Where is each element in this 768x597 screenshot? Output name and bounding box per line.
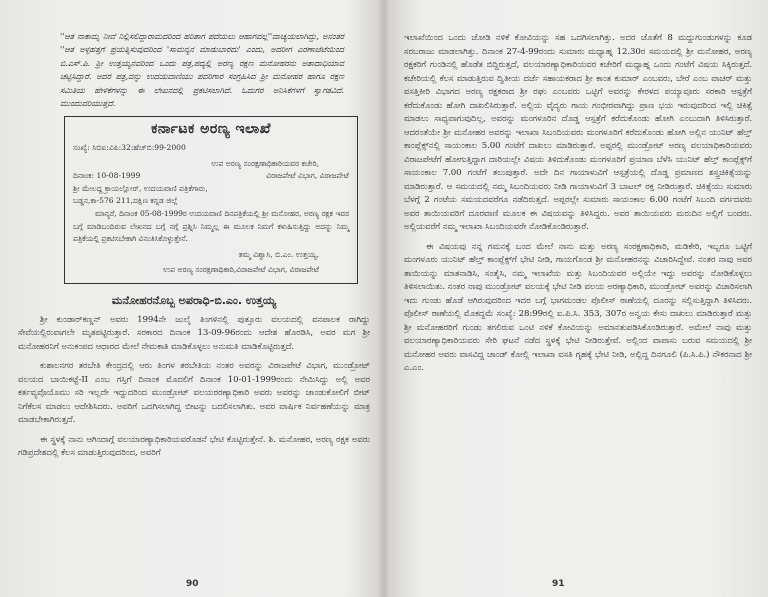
left-paragraph: ಕುಶಾಲನಗರ ತರಬೇತಿ ಕೇಂದ್ರದಲ್ಲಿ ಆರು ತಿಂಗಳ ತರಬೇತಿಯ ನಂತರ ಅವರನ್ನು ವಿರಾಜಪೇಟೆ ವಿಭಾಗ, ಮುಂಡ್ರೋಟ್ ವಲಯದ ಬಾಯಿಕಟ್ಟೆ-II ಎಂಬ ಗಸ್ತಿಗೆ ದಿನಾಂಕ ಮೊದಲಿಗೆ ದಿನಾಂಕ 10-01-1999ರಂದು ನೇಮಿಸಿದ್ದು ಅಲ್ಲಿ ಅವರ ಕರ್ತವ್ಯವೊಯೊಮು ಸರಿ ಇಲ್ಲದೇ ಇದ್ದುದರಿಂದ ಮುಂಡ್ರೋಟ್ ವಲಯರರಣ್ಯಾಧಿಕಾರಿ ಅವರು ಅವರನ್ನು ಚಾಂಡುಕೋಲಿಗೆ ಬೀಟ್ ನಿಗೆಕೆಲಸ ಮಾಡಲು ಆದೇಶಿಸಿದರು. ಅವರಿಗೆ ಒದಗಿಸಲಾಗಿದ್ದ ಬೀಟನ್ನು ಬದಲಿಸಲಾಗಿತು. ಅವರ ವಾರ್ಷಿಕ ನಿರ್ವಹಣೆಯನ್ನು ಮಾತ್ರ ಮಾಡಬೇಕಾಗಿರುತ್ತದೆ. — [18, 361, 370, 426]
page-number-right: 91 — [552, 579, 565, 589]
right-paragraph: ಈ ವಿಷಯವು ನನ್ನ ಗಮನಕ್ಕೆ ಬಂದ ಮೇಲೆ ನಾನು ಮತ್ತು ಅರಣ್ಯ ಸಂರಕ್ಷಣಾಧಿಕಾರಿ, ಮಡಿಕೇರಿ, ಇಬ್ಬರೂ ಒಟ್ಟಿಗೆ ಮಂಗಳೂರು ಯುನಿಟ್ ಹೆಲ್ತ್ ಕಾಂಪ್ಲೆಕ್ಸ್‌ಗೆ ಭೇಟಿ ನೀಡಿ, ಗಾಯಗೊಂಡ ಶ್ರೀ ಮನೋಹರನನ್ನು ವಿಚಾರಿಸಿದ್ದೇವೆ. ನಂತರ ನಾವು ಅವರ ತಾಯಿಯನ್ನು ಮಾತನಾಡಿಸಿ, ಸಂತೈಸಿ, ನಮ್ಮ ಇಲಾಖೆಯ ಮತ್ತು ಸಿಬಂದಿಯವರ ಅಲ್ಲಿಯೇ ಇದ್ದು ಅವರನ್ನು ನೋಡಿಕೊಳ್ಳಲು ತಿಳಿಸಲಾಯಿತು. ನಂತರ ನಾವು ಮುಂಡ್ರೋಟ್ ವಲಯಕ್ಕೆ ಭೇಟಿ ನೀಡಿ ವಲಯ ಅರಣ್ಯಾಧಿಕಾರಿ, ಮುಂಡ್ರೋಟ್ ಅವರನ್ನು ವಿಚಾರಿಸಲಾಗಿ ಇದು ಗುಂಡು ಹೊಡೆ ಆಗಿರುವುದರಿಂದ ಇದರ ಬಗ್ಗೆ ಭಾಗಮಂಡಲ ಪೊಲೀಸ್ ಠಾಣೆಯಲ್ಲಿ ದೂರನ್ನು ಸಲ್ಲಿಸುತ್ತಿದ್ದಾಗಿ ತಿಳಿಸಿದರು. ಪೊಲೀಸ್ ಠಾಣೆಯಲ್ಲಿ ಮೊಕದ್ದಮೆ ಸಂಖ್ಯೆ: 28:99ರಲ್ಲಿ ಐ.ಪಿ.ಸಿ. 353, 307ರ ಅನ್ವಯ ಕೇಸು ದಾಖಲು ಮಾಡಿರುತ್ತಾರೆ ಮತ್ತು ಶ್ರೀ ಮನೋಹರರಿಗೆ ಗುಂಡು ತಗಲಿರುವ ಒಂಟಿ ನಳಿಕೆ ಕೋವಿಯನ್ನು ಅಮಾನತುಪಡಿಸಿಕೊಂಡಿರುತ್ತಾರೆ. ಅಮೇಲೆ ನಾವು ಮತ್ತು ವಲಯಾರಣ್ಯಾಧಿಕಾರಿಯವರು ಸೇರಿ ಘಟನೆ ನಡೆದ ಸ್ಥಳಕ್ಕೆ ಭೇಟಿ ನೀಡಿರುತ್ತೇವೆ. ಅಲ್ಲಿಂದ ವಾಪಾಸು ಬರುವ ಸಮಯದಲ್ಲಿ ಶ್ರೀ ಮನೋಹರ ಅವರು ವಾಸವಿದ್ದ ಚಾಂಡ್ ಕೋಲ್ಲಿ ಇಲಾಖಾ ವಸತಿ ಗೃಹಕ್ಕೆ ಭೇಟಿ ನೀಡಿ, ಅಲ್ಲಿದ್ದ ದಿನಗೂಲಿ (ಪಿ.ಸಿ.ಪಿ.) ನೌಕರನಾದ ಶ್ರೀ ಎ.ಎಂ. — [404, 241, 752, 373]
notice-address: ಬಡ್ಡನ,ಕಾ-576 211,ದಕ್ಷಿಣ ಕನ್ನಡ ಜಿಲ್ಲೆ — [73, 196, 178, 206]
notice-signature-title: ಉಪ ಅರಣ್ಯ ಸಂರಕ್ಷಣಾಧಿಕಾರಿ,ವಿರಾಜಪೇಟೆ ವಿಭಾಗ, ವಿರಾಜಪೇಟೆ — [163, 265, 319, 275]
article-heading: ಮನೋಹರನೊಬ್ಬ ಅಪರಾಧಿ-ಬಿ.ಎಂ. ಉತ್ತಯ್ಯ — [111, 293, 277, 307]
notice-office: ಉಪ ಅರಣ್ಯ ಸಂರಕ್ಷಣಾಧಿಕಾರಿಯವರ ಕಚೇರಿ, — [211, 158, 319, 168]
notice-ref: ಸಂಖ್ಯೆ: ಸಿಬಿಐ:ವಿಪಿ:32:ಹೆಚ್‌ಬಿ:99-2000 — [73, 143, 186, 153]
right-page — [404, 10, 752, 590]
forest-department-notice — [64, 116, 358, 284]
notice-date-row — [73, 170, 349, 183]
page-number-left: 90 — [186, 579, 199, 589]
notice-signature: ತಮ್ಮ ವಿಶ್ವಾಸಿ, ಬಿ.ಎಂ. ಉತ್ತಯ್ಯ, — [238, 249, 319, 259]
right-paragraph: ಇಲಾಖೆಯಿಂದ ಒಂದು ಜೋಡಿ ನಳಿಕೆ ಕೋವಿಯನ್ನು ಸಹ ಒದಗಿಸಲಾಗಿತ್ತು. ಅದರ ಜೊತೆಗೆ 8 ಮದ್ದುಗುಂಡುಗಳನ್ನು ಕೂಡ ಸರಬರಾಜು ಮಾಡಲಾಗಿತ್ತು. ದಿನಾಂಕ 27-4-99ರಂದು ಸುಮಾರು ಮಧ್ಯಾಹ್ನ 12.30ರ ಸಮಯದಲ್ಲಿ ಶ್ರೀ ಮನೋಹರ, ಅರಣ್ಯ ರಕ್ಷಕರಿಗೆ ಗುಂಡಿನಲ್ಲಿ ಹೊಡೆತ ಬಿದ್ದಿರುತ್ತದೆ, ವಲಯಾರಣ್ಯಾಧಿಕಾರಿಯವರ ಕಚೇರಿಗೆ ಮಧ್ಯಾಹ್ನ ಒಂದು ಗಂಟೆಗೆ ವಿಷಯ ಸಿಕ್ಕಿರುತ್ತದೆ. ಕಚೇರಿಯಲ್ಲಿ ಕೆಲಸ ಮಾಡುತ್ತಿರುವ ದ್ವಿತೀಯ ದರ್ಜೆ ಸಹಾಯಕರಾದ ಶ್ರೀ ಕಾಂತ ಕುಮಾರ್ ಎಂಬವರು, ಬೇರೆ ಎಂಬ ವಾಚರ್ ಮತ್ತು ವಸತ್ತಿಕೀರಿ ವಿಭಾಗದ ಅರಣ್ಯ ರಕ್ಷಕರಾದ ಶ್ರೀ ರಘು ಎಂಬವರು ಒಟ್ಟಿಗೆ ಅವರನ್ನು ಕೇರಳದ ಪಯ್ಯಾವೂರು ಸರಕಾರಿ ಆಸ್ಪತ್ರೆಗೆ ಕರೆದುಕೊಂಡು ಹೋಗಿ ದಾಖಲಿಸಿರುತ್ತಾರೆ. ಅಲ್ಲಿಯ ವೈದ್ಯರು ಗಾಯ ಗಂಭೀರವಾಗಿದ್ದು ಪ್ರಾಣ ಭಯ ಇರುವುದರಿಂದ ಇಲ್ಲಿ ಚಿಕಿತ್ಸೆ ಮಾಡಲು ಸಾಧ್ಯವಾಗುವುದಿಲ್ಲ, ಅವರನ್ನು ಮಂಗಳೂರಿನ ದೊಡ್ಡ ಆಸ್ಪತ್ರೆಗೆ ಕರೆದುಕೊಂಡು ಹೋಗಿ ಎಂಬುದಾಗಿ ತಿಳಿಸಿರುತ್ತಾರೆ. ಆದರಂತೆಯೇ ಶ್ರೀ ಮನೋಹರ ಅವರನ್ನು ಇಲಾಖಾ ಸಿಬಂದಿಯವರು ಮಂಗಳೂರಿಗೆ ಕರೆದುಕೊಂಡು ಹೋಗಿ ಅಲ್ಲಿನ ಯುನಿಟ್ ಹೆಲ್ತ್ ಕಾಂಪ್ಲೆಕ್ಸ್‌ನಲ್ಲಿ ಸಾಯಂಕಾಲ 5.00 ಗಂಟೆಗೆ ದಾಖಲು ಮಾಡಿರುತ್ತಾರೆ. ಅಪ್ಪರಲ್ಲಿ ಮುಂಡ್ರೋಟ್ ಅರಣ್ಯ ವಲಯಾಧಿಕಾರಿಯವರು ವಿರಾಜಪೇಟೆಗೆ ಹೋಗುತ್ತಿದ್ದಾಗ ದಾರಿಯಲ್ಲೇ ವಿಷಯ ತಿಳಿದುಕೊಂಡು ಮಂಗಳೂರಿಗೆ ಪ್ರಯಾಣ ಬೆಳೆಸಿ ಯುನಿಟ್ ಹೆಲ್ತ್ ಕಾಂಪ್ಲೆಕ್ಸ್‌ಗೆ ಸಾಯಂಕಾಲ 7.00 ಗಂಟೆಗೆ ತಲುಪುತ್ತಾರೆ. ಅದೇ ದಿನ ಗಾಯಾಳುವಿಗೆ ಆಸ್ಪತ್ರೆಯಲ್ಲಿ ದೊಡ್ಡ ಪ್ರಮಾಣದ ಶಸ್ತ್ರಚಿಕಿತ್ಸೆಯನ್ನು ಮಾಡಿರುತ್ತಾರೆ. ಆ ಸಮಯದಲ್ಲಿ ನಮ್ಮ ಸಿಬಂದಿಯವರು ನೀಡಿ ಗಾಯಾಳುವಿಗೆ 3 ಬಾಟಲ್ ರಕ್ತ ನೀಡಿರುತ್ತಾರೆ. ಚಿಕಿತ್ಸೆಯು ಸುಮಾರು ಬೆಳಗ್ಗೆ 2 ಗಂಟೆಯ ಸಮಯದವರೆಗೂ ನಡೆದಿರುತ್ತದೆ. ಅಪ್ಪರಲ್ಲೇ ಸುಮಾರು ಸಾಯಂಕಾಲ 6.00 ಗಂಟೆಗೆ ಸಿಬಂದಿ ವರ್ಗದವರು ಅವರ ತಾಯಿಯವರಿಗೆ ದೂರವಾಣಿ ಮೂಲಕ ಈ ವಿಷಯವನ್ನು ತಿಳಿಸಿದ್ದರು. ಅವರ ತಾಯಿಯವರು ಮರುದಿನ ಅಲ್ಲಿಗೆ ಬಂದರು. ಅಲ್ಲಿಯವರೆಗೆ ನಮ್ಮ ಇಲಾಖಾ ಸಿಬಂದಿಯವರೇ ನೋಡಿಕೊಂಡಿರುತ್ತಾರೆ. — [404, 33, 752, 232]
left-paragraph: ಈ ಸ್ಥಳಕ್ಕೆ ನಾನು ಆಗಿಂದಾಗ್ಗೆ ವಲಯಾರಣ್ಯಾಧಿಕಾರಿಯವರೊಡನೆ ಭೇಟಿ ಕೊಟ್ಟಿರುತ್ತೇನೆ. ಶಿ. ಮನೋಹರ, ಅರಣ್ಯ ರಕ್ಷಕ ಅವರು ಗಡಿಪ್ರದೇಶದಲ್ಲಿ ಕೆಲಸ ಮಾಡುತ್ತಿರುವುದರಿಂದ, ಅವರಿಗೆ — [18, 434, 370, 459]
notice-date: ದಿನಾಂಕ: 10-08-1999 — [73, 171, 141, 181]
left-paragraph: ಶ್ರೀ ಕುಂಡಾರ್‌ಕಣ್ಣನ್ ಅವರು 1994ನೇ ಜುಲೈ ತಿಂಗಳಿನಲ್ಲಿ ಪುತ್ತೂರು ವಲಯದಲ್ಲಿ ವನಪಾಲಕ ರಾಗಿದ್ದು ಸೇವೆಯಲ್ಲಿರುವಾಗಲೇ ಮೃತಪಟ್ಟಿರುತ್ತಾರೆ. ಸರಕಾರದ ದಿನಾಂಕ 13-09-96ರಂದು ಆದೇಶ ಹೊರಡಿಸಿ, ಅವರ ಮಗ ಶ್ರೀ ಮನೋಹರನಿಗೆ ಅನುಕಂಪದ ಆಧಾರದ ಮೇಲೆ ನೇಮಕಾತಿ ಮಾಡಿಕೊಳ್ಳಲು ಅನುಮತಿ ಮಾಡಿಕೊಟ್ಟಿರುತ್ತದೆ. — [18, 314, 370, 352]
notice-recipient: ಶ್ರೀ ಮೇಲದ್ದ ಕ್ರಾಯಲ್ಲೋರ್, ಉದಯವಾಣಿ ಪತ್ರಿಕೆಗಾರು, — [73, 183, 208, 193]
notice-division: ವಿರಾಜಪೇಟೆ ವಿಭಾಗ, ವಿರಾಜಪೇಟೆ — [266, 171, 349, 181]
left-page — [18, 10, 370, 590]
intro-quote: ''ಆತ ನಾಕಾಮ್ನ ನೀವೆ ನಿಲ್ಲಿಸಲಿದ್ದಾರಾಮದರಿಂದ ಹರಿತಾಗ ಪದೆಯಲು ಆಹಾಗವಲ್ಲ''ವಾಚ್ಯಯಲಾಗಿದ್ದು, ಅನಂತರ ''ಆತ ಅಳ್ಳಹತ್ತಗೆ ಪ್ರಯತ್ನಿಸುವುದರಿಂದ 'ಸಾಮನ್ಯನ ಮಾಡುಬಾರದು' ಎಂದು, ಅದರೀಗ ಎರಣಾಜೆಟೆಯಿಂದ ಬಿ.ಎಸ್.ಪಿ. ಶ್ರೀ ಉತ್ತಯ್ಯನವರಿಂದ ಒಂದು ಪತ್ರ,ಪದ್ಯಲ್ಲಿ ಅರಣ್ಯ ರಕ್ಷಣ ಮನೋಹರನು ಅತಾದಾಧಿಯಾವ ಚಟ್ಟಿಸಿದ್ದಾರೆ. ಅದರ ಪತ್ರ,ವನ್ನು ಉದಯವಾಣಿಯು ಪದರಿಗಾರ ಸಂಗ್ರಹಿಸಿದ ಶ್ರೀ ಮನೋಹರ ಹಾಗೂ ರಕ್ಷಣ ಸಮಿತಿಯ ಹೇಳಿಕೆಗಳನ್ನು ಈ ಲೇಖನದಲ್ಲಿ ಪ್ರಕಟಿಸಲಾಗಿದೆ. ಓದುಗರ ಅನಿಸಿಕೆಗಳಗೆ ಸ್ವಾಗತವಿದೆ. ಮುಂದುವರಿಯುತ್ತದೆ. — [60, 31, 344, 109]
notice-body: ಮಾನ್ಯರೆ, ದಿನಾಂಕ 05-08-1999ರ ಉದಯವಾಣಿ ದಿನಪತ್ರಿಕೆಯಲ್ಲಿ ಶ್ರೀ ಮನೋಹರ, ಅರಣ್ಯ ರಕ್ಷಕ ಇವರ ಬಗ್ಗೆ ಮಾಡಿಬಂದಿರುವ ಲೇಖನದ ಬಗ್ಗೆ ನಗ್ಗೆ ಪ್ರಶ್ನಿಸಿ ನಿಮ್ಮಲ್ಲ ಈ ಮೂಲಕ ನಿಮಗೆ ಕಳುಹಿಸುತ್ತಿದ್ದು ಅದನ್ನು ನಿಮ್ಮ ಪತ್ರಿಕೆಯಲ್ಲಿ ಪ್ರಕಟಿಸಬೇಕಾಗಿ ವಿನಂತಿಸಿಕೊಳ್ಳುತ್ತೇನೆ. — [73, 209, 349, 244]
notice-title: ಕರ್ನಾಟಕ ಅರಣ್ಯ ಇಲಾಖೆ — [151, 121, 271, 138]
